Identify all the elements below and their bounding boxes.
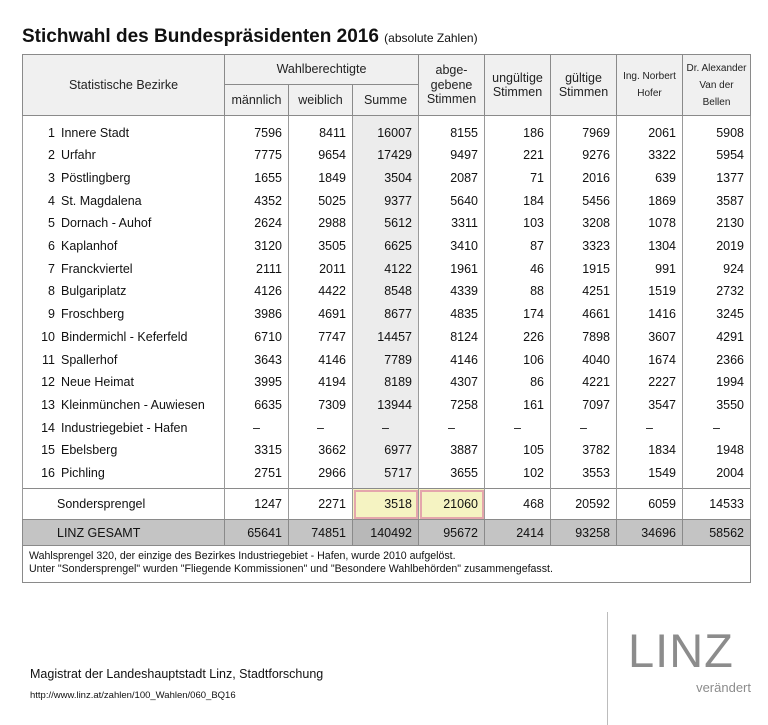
- district-number: 14: [41, 420, 55, 435]
- cell-gue: 7097: [551, 394, 617, 417]
- sonder-vdb: 14533: [683, 489, 751, 520]
- district-label: Dornach - Auhof: [61, 216, 152, 231]
- cell-m: 6710: [225, 326, 289, 349]
- cell-vdb: 3587: [683, 189, 751, 212]
- total-maennlich: 65641: [225, 520, 289, 546]
- cell-ung: 161: [485, 394, 551, 417]
- district-number: 5: [48, 216, 55, 231]
- footnotes: [23, 546, 751, 582]
- cell-m: 3120: [225, 235, 289, 258]
- cell-gue: 4221: [551, 371, 617, 394]
- cell-m: 2751: [225, 462, 289, 489]
- cell-sum: 4122: [353, 257, 419, 280]
- cell-w: 5025: [289, 189, 353, 212]
- district-name: [23, 416, 225, 439]
- district-rows: [23, 116, 751, 489]
- cell-ung: 186: [485, 116, 551, 145]
- cell-hofer: 3322: [617, 144, 683, 167]
- district-label: Spallerhof: [61, 352, 118, 367]
- cell-sum: 8548: [353, 280, 419, 303]
- cell-abg: 8155: [419, 116, 485, 145]
- cell-ung: 105: [485, 439, 551, 462]
- cell-w: 8411: [289, 116, 353, 145]
- district-number: 12: [41, 375, 55, 390]
- cell-abg: 4307: [419, 371, 485, 394]
- cell-abg: 3887: [419, 439, 485, 462]
- cell-gue: 3208: [551, 212, 617, 235]
- cell-m: 7596: [225, 116, 289, 145]
- district-number: 4: [48, 193, 55, 208]
- header-vdb-line: Dr. Alexander: [686, 62, 747, 74]
- cell-w: 7309: [289, 394, 353, 417]
- total-weiblich: 74851: [289, 520, 353, 546]
- cell-vdb: 2019: [683, 235, 751, 258]
- cell-hofer: 991: [617, 257, 683, 280]
- district-name: [23, 144, 225, 167]
- cell-hofer: 1549: [617, 462, 683, 489]
- sonder-gueltige: 20592: [551, 489, 617, 520]
- header-gueltige-line: Stimmen: [558, 85, 609, 99]
- cell-abg: –: [419, 416, 485, 439]
- cell-hofer: 3607: [617, 326, 683, 349]
- footer-url: http://www.linz.at/zahlen/100_Wahlen/060_BQ16: [30, 690, 236, 701]
- cell-sum: 17429: [353, 144, 419, 167]
- table-row: [23, 326, 751, 349]
- cell-abg: 5640: [419, 189, 485, 212]
- header-hofer-line: Hofer: [637, 88, 662, 99]
- district-name: [23, 189, 225, 212]
- logo-wordmark: LINZ: [628, 624, 734, 677]
- cell-sum: 16007: [353, 116, 419, 145]
- cell-abg: 3311: [419, 212, 485, 235]
- cell-m: –: [225, 416, 289, 439]
- cell-m: 3986: [225, 303, 289, 326]
- table-row: [23, 257, 751, 280]
- cell-ung: 86: [485, 371, 551, 394]
- cell-abg: 4146: [419, 348, 485, 371]
- cell-ung: 103: [485, 212, 551, 235]
- cell-m: 3643: [225, 348, 289, 371]
- total-ungueltige: 2414: [485, 520, 551, 546]
- footer-divider: [607, 612, 608, 725]
- header-bezirke: Statistische Bezirke: [23, 55, 225, 116]
- cell-hofer: –: [617, 416, 683, 439]
- cell-abg: 7258: [419, 394, 485, 417]
- header-summe: Summe: [353, 85, 419, 116]
- district-name: [23, 462, 225, 489]
- district-name: [23, 257, 225, 280]
- header-gueltige-line: gültige: [565, 70, 602, 85]
- table-row: [23, 439, 751, 462]
- cell-hofer: 1834: [617, 439, 683, 462]
- header-gueltige-stimmen: [551, 55, 617, 116]
- cell-m: 7775: [225, 144, 289, 167]
- cell-w: 4194: [289, 371, 353, 394]
- cell-gue: 2016: [551, 167, 617, 190]
- cell-vdb: 1948: [683, 439, 751, 462]
- district-label: St. Magdalena: [61, 193, 142, 208]
- cell-w: 9654: [289, 144, 353, 167]
- cell-gue: 9276: [551, 144, 617, 167]
- cell-abg: 3655: [419, 462, 485, 489]
- table-row: [23, 416, 751, 439]
- cell-ung: 184: [485, 189, 551, 212]
- district-number: 3: [48, 171, 55, 186]
- district-label: Bindermichl - Keferfeld: [61, 329, 188, 344]
- table-row: [23, 348, 751, 371]
- header-ungueltige-line: Stimmen: [492, 85, 543, 99]
- header-wahlberechtigte: Wahlberechtigte: [225, 55, 419, 85]
- cell-m: 4126: [225, 280, 289, 303]
- table-row: [23, 371, 751, 394]
- cell-vdb: 2004: [683, 462, 751, 489]
- cell-vdb: 3550: [683, 394, 751, 417]
- district-name: [23, 167, 225, 190]
- district-label: Froschberg: [61, 307, 125, 322]
- district-label: Industriegebiet - Hafen: [61, 420, 188, 435]
- total-summe: 140492: [353, 520, 419, 546]
- cell-vdb: 5954: [683, 144, 751, 167]
- cell-vdb: 2732: [683, 280, 751, 303]
- cell-w: 4146: [289, 348, 353, 371]
- cell-w: 1849: [289, 167, 353, 190]
- title-main: Stichwahl des Bundespräsidenten 2016: [22, 26, 379, 47]
- election-results-table: [22, 54, 751, 583]
- footnote: Unter "Sondersprengel" wurden "Fliegende Kommissionen" und "Besondere Wahlbehörden" zusammengefasst.: [29, 563, 553, 576]
- cell-gue: 7898: [551, 326, 617, 349]
- total-vdb: 58562: [683, 520, 751, 546]
- cell-vdb: 1377: [683, 167, 751, 190]
- cell-sum: 9377: [353, 189, 419, 212]
- district-number: 2: [48, 148, 55, 163]
- header-abgegebene-line: Stimmen: [426, 92, 477, 107]
- cell-vdb: 2130: [683, 212, 751, 235]
- notes-row: [23, 546, 751, 582]
- district-name: [23, 280, 225, 303]
- cell-sum: 7789: [353, 348, 419, 371]
- district-name: [23, 348, 225, 371]
- district-name: [23, 303, 225, 326]
- footnote: Wahlsprengel 320, der einzige des Bezirkes Industriegebiet - Hafen, wurde 2010 aufgelöst.: [29, 550, 456, 563]
- table-row: [23, 116, 751, 145]
- header-ungueltige-stimmen: [485, 55, 551, 116]
- cell-m: 6635: [225, 394, 289, 417]
- cell-vdb: 4291: [683, 326, 751, 349]
- cell-abg: 4339: [419, 280, 485, 303]
- cell-sum: 13944: [353, 394, 419, 417]
- district-name: [23, 326, 225, 349]
- cell-ung: 88: [485, 280, 551, 303]
- cell-hofer: 1869: [617, 189, 683, 212]
- total-abgegebene: 95672: [419, 520, 485, 546]
- cell-ung: 174: [485, 303, 551, 326]
- cell-m: 4352: [225, 189, 289, 212]
- table-row: [23, 394, 751, 417]
- cell-sum: 3504: [353, 167, 419, 190]
- table-row: [23, 167, 751, 190]
- district-label: Neue Heimat: [61, 375, 134, 390]
- cell-ung: 106: [485, 348, 551, 371]
- cell-gue: 4661: [551, 303, 617, 326]
- district-name: [23, 394, 225, 417]
- header-abgegebene-stimmen: [419, 55, 485, 116]
- district-number: 13: [41, 397, 55, 412]
- sonder-abgegebene-highlighted: 21060: [419, 489, 485, 520]
- cell-ung: 102: [485, 462, 551, 489]
- district-name: [23, 116, 225, 145]
- cell-abg: 1961: [419, 257, 485, 280]
- cell-gue: 5456: [551, 189, 617, 212]
- header-hofer: [617, 55, 683, 116]
- table-row: [23, 303, 751, 326]
- cell-hofer: 1416: [617, 303, 683, 326]
- cell-w: –: [289, 416, 353, 439]
- cell-ung: 71: [485, 167, 551, 190]
- linz-logo: [628, 624, 753, 707]
- district-name: [23, 212, 225, 235]
- header-abgegebene-line: gebene: [430, 77, 473, 92]
- table-row: [23, 189, 751, 212]
- cell-m: 3315: [225, 439, 289, 462]
- table-row: [23, 144, 751, 167]
- district-label: Kaplanhof: [61, 239, 118, 254]
- header-hofer-line: Ing. Norbert: [623, 71, 676, 82]
- table-row: [23, 280, 751, 303]
- district-label: Innere Stadt: [61, 126, 130, 140]
- cell-hofer: 1304: [617, 235, 683, 258]
- header-ungueltige-line: ungültige: [492, 70, 543, 85]
- cell-vdb: 3245: [683, 303, 751, 326]
- district-label: Urfahr: [61, 148, 96, 163]
- total-hofer: 34696: [617, 520, 683, 546]
- total-name: LINZ GESAMT: [23, 520, 225, 546]
- cell-abg: 8124: [419, 326, 485, 349]
- header-vdb-line: Van der Bellen: [699, 79, 734, 108]
- cell-gue: –: [551, 416, 617, 439]
- cell-vdb: –: [683, 416, 751, 439]
- header-maennlich: männlich: [225, 85, 289, 116]
- cell-ung: 226: [485, 326, 551, 349]
- cell-m: 2624: [225, 212, 289, 235]
- cell-sum: 6977: [353, 439, 419, 462]
- cell-w: 2988: [289, 212, 353, 235]
- cell-hofer: 1519: [617, 280, 683, 303]
- cell-hofer: 1674: [617, 348, 683, 371]
- cell-ung: 46: [485, 257, 551, 280]
- district-number: 8: [48, 284, 55, 299]
- title-subtitle: (absolute Zahlen): [384, 31, 478, 45]
- cell-w: 4691: [289, 303, 353, 326]
- sonder-weiblich: 2271: [289, 489, 353, 520]
- district-label: Ebelsberg: [61, 443, 118, 458]
- cell-m: 3995: [225, 371, 289, 394]
- sondersprengel-row: [23, 489, 751, 520]
- cell-w: 2966: [289, 462, 353, 489]
- district-number: 10: [41, 329, 55, 344]
- cell-w: 3662: [289, 439, 353, 462]
- district-name: [23, 439, 225, 462]
- cell-sum: 5717: [353, 462, 419, 489]
- cell-abg: 3410: [419, 235, 485, 258]
- sonder-ungueltige: 468: [485, 489, 551, 520]
- cell-hofer: 2061: [617, 116, 683, 145]
- cell-ung: 87: [485, 235, 551, 258]
- cell-sum: 8677: [353, 303, 419, 326]
- cell-gue: 4251: [551, 280, 617, 303]
- cell-ung: –: [485, 416, 551, 439]
- cell-vdb: 5908: [683, 116, 751, 145]
- cell-w: 2011: [289, 257, 353, 280]
- district-label: Bulgariplatz: [61, 284, 127, 299]
- total-row: [23, 520, 751, 546]
- cell-sum: 14457: [353, 326, 419, 349]
- sonder-summe-highlighted: 3518: [353, 489, 419, 520]
- table-row: [23, 212, 751, 235]
- table-row: [23, 462, 751, 489]
- cell-hofer: 1078: [617, 212, 683, 235]
- cell-gue: 3782: [551, 439, 617, 462]
- district-number: 1: [48, 126, 55, 140]
- cell-vdb: 924: [683, 257, 751, 280]
- cell-w: 3505: [289, 235, 353, 258]
- cell-hofer: 2227: [617, 371, 683, 394]
- table-row: [23, 235, 751, 258]
- cell-gue: 1915: [551, 257, 617, 280]
- district-label: Franckviertel: [61, 261, 133, 276]
- header-van-der-bellen: [683, 55, 751, 116]
- total-gueltige: 93258: [551, 520, 617, 546]
- cell-ung: 221: [485, 144, 551, 167]
- district-number: 16: [41, 465, 55, 480]
- cell-gue: 3553: [551, 462, 617, 489]
- district-number: 9: [48, 307, 55, 322]
- cell-gue: 7969: [551, 116, 617, 145]
- cell-abg: 9497: [419, 144, 485, 167]
- footer-organization: Magistrat der Landeshauptstadt Linz, Stadtforschung: [30, 667, 324, 681]
- cell-hofer: 639: [617, 167, 683, 190]
- district-label: Pöstlingberg: [61, 171, 131, 186]
- cell-gue: 4040: [551, 348, 617, 371]
- logo-tagline: verändert: [696, 680, 751, 695]
- cell-sum: –: [353, 416, 419, 439]
- cell-w: 4422: [289, 280, 353, 303]
- cell-m: 1655: [225, 167, 289, 190]
- district-number: 7: [48, 261, 55, 276]
- cell-vdb: 2366: [683, 348, 751, 371]
- cell-m: 2111: [225, 257, 289, 280]
- header-weiblich: weiblich: [289, 85, 353, 116]
- district-number: 11: [42, 352, 55, 367]
- sonder-name: Sondersprengel: [23, 489, 225, 520]
- cell-vdb: 1994: [683, 371, 751, 394]
- sonder-hofer: 6059: [617, 489, 683, 520]
- cell-sum: 6625: [353, 235, 419, 258]
- cell-sum: 5612: [353, 212, 419, 235]
- cell-abg: 4835: [419, 303, 485, 326]
- cell-abg: 2087: [419, 167, 485, 190]
- sonder-maennlich: 1247: [225, 489, 289, 520]
- district-name: [23, 235, 225, 258]
- district-number: 6: [48, 239, 55, 254]
- cell-w: 7747: [289, 326, 353, 349]
- header-abgegebene-line: abge-: [435, 63, 468, 78]
- page-title: [22, 26, 478, 48]
- cell-sum: 8189: [353, 371, 419, 394]
- district-label: Kleinmünchen - Auwiesen: [61, 397, 205, 412]
- district-label: Pichling: [61, 465, 105, 480]
- district-number: 15: [41, 443, 55, 458]
- cell-gue: 3323: [551, 235, 617, 258]
- district-name: [23, 371, 225, 394]
- cell-hofer: 3547: [617, 394, 683, 417]
